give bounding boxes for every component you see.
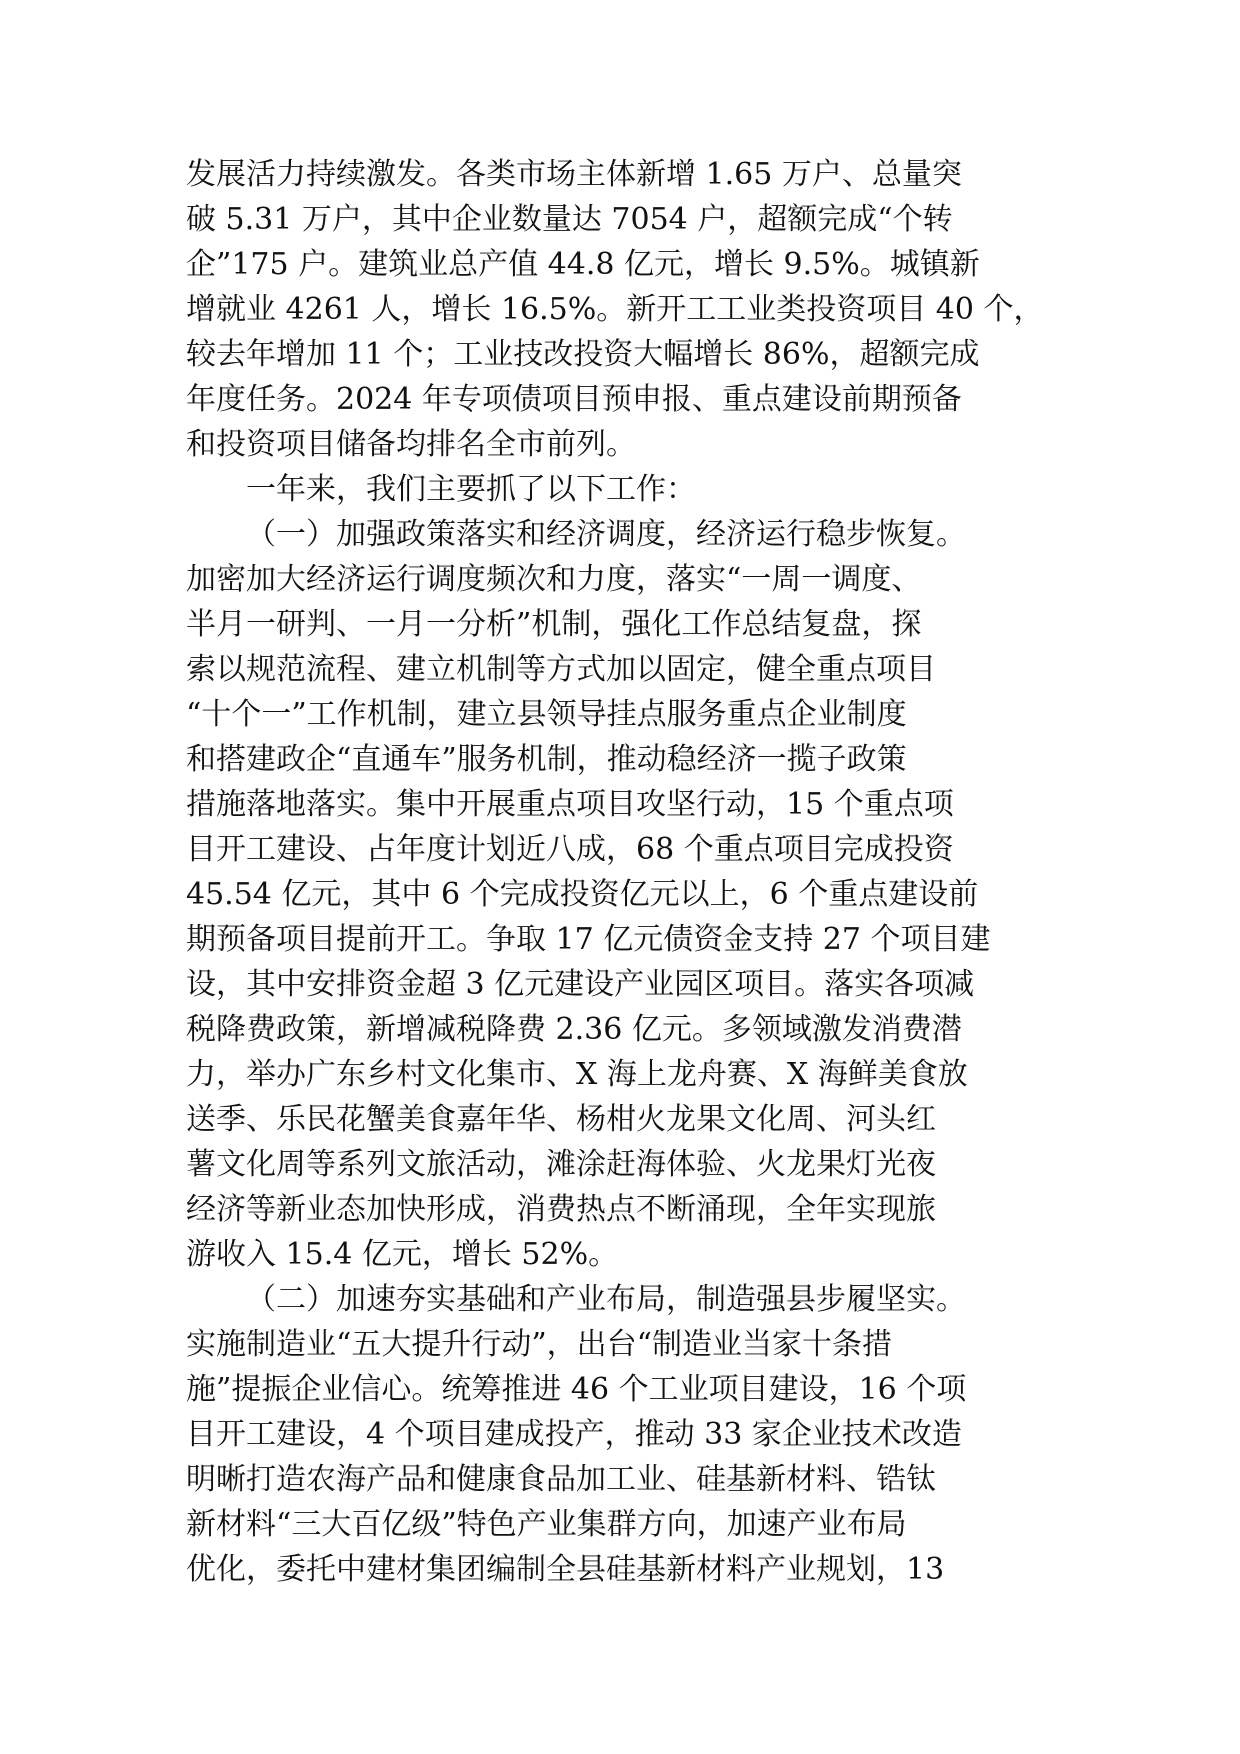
text-line: 优化，委托中建材集团编制全县硅基新材料产业规划，13 [186, 1552, 945, 1587]
text-line: 发展活力持续激发。各类市场主体新增 1.65 万户、总量突 [186, 157, 962, 192]
text-line: 游收入 15.4 亿元，增长 52%。 [186, 1237, 619, 1272]
text-line: 明晰打造农海产品和健康食品加工业、硅基新材料、锆钛 [186, 1462, 936, 1497]
paragraph-intro-line: 一年来，我们主要抓了以下工作： [246, 472, 696, 507]
text-line: 送季、乐民花蟹美食嘉年华、杨柑火龙果文化周、河头红 [186, 1102, 936, 1137]
text-line: 和投资项目储备均排名全市前列。 [186, 427, 636, 462]
text-line: 经济等新业态加快形成，消费热点不断涌现，全年实现旅 [186, 1192, 936, 1227]
text-line: “十个一”工作机制，建立县领导挂点服务重点企业制度 [186, 697, 907, 732]
text-line: 年度任务。2024 年专项债项目预申报、重点建设前期预备 [186, 382, 962, 417]
text-line: 新材料“三大百亿级”特色产业集群方向，加速产业布局 [186, 1507, 907, 1542]
text-line: 施”提振企业信心。统筹推进 46 个工业项目建设，16 个项 [186, 1372, 967, 1407]
text-line: 措施落地落实。集中开展重点项目攻坚行动，15 个重点项 [186, 787, 954, 822]
text-line: 设，其中安排资金超 3 亿元建设产业园区项目。落实各项减 [186, 967, 975, 1002]
section-heading-2: （二）加速夯实基础和产业布局，制造强县步履坚实。 [246, 1282, 966, 1317]
text-line: 索以规范流程、建立机制等方式加以固定，健全重点项目 [186, 652, 936, 687]
text-line: 薯文化周等系列文旅活动，滩涂赶海体验、火龙果灯光夜 [186, 1147, 936, 1182]
text-line: 和搭建政企“直通车”服务机制，推动稳经济一揽子政策 [186, 742, 907, 777]
text-line: 力，举办广东乡村文化集市、X 海上龙舟赛、X 海鲜美食放 [186, 1057, 968, 1092]
text-line: 加密加大经济运行调度频次和力度，落实“一周一调度、 [186, 562, 922, 597]
text-line: 目开工建设、占年度计划近八成，68 个重点项目完成投资 [186, 832, 954, 867]
text-line: 企”175 户。建筑业总产值 44.8 亿元，增长 9.5%。城镇新 [186, 247, 980, 282]
section-heading-1: （一）加强政策落实和经济调度，经济运行稳步恢复。 [246, 517, 966, 552]
document-body [186, 152, 1054, 1592]
text-line: 实施制造业“五大提升行动”，出台“制造业当家十条措 [186, 1327, 893, 1362]
text-line: 较去年增加 11 个；工业技改投资大幅增长 86%，超额完成 [186, 337, 980, 372]
text-line: 半月一研判、一月一分析”机制，强化工作总结复盘，探 [186, 607, 922, 642]
text-line: 45.54 亿元，其中 6 个完成投资亿元以上，6 个重点建设前 [186, 877, 979, 912]
text-line: 增就业 4261 人，增长 16.5%。新开工工业类投资项目 40 个， [186, 292, 1044, 327]
text-line: 税降费政策，新增减税降费 2.36 亿元。多领域激发消费潜 [186, 1012, 962, 1047]
text-line: 破 5.31 万户，其中企业数量达 7054 户，超额完成“个转 [186, 202, 953, 237]
text-line: 期预备项目提前开工。争取 17 亿元债资金支持 27 个项目建 [186, 922, 991, 957]
text-line: 目开工建设，4 个项目建成投产，推动 33 家企业技术改造 [186, 1417, 962, 1452]
